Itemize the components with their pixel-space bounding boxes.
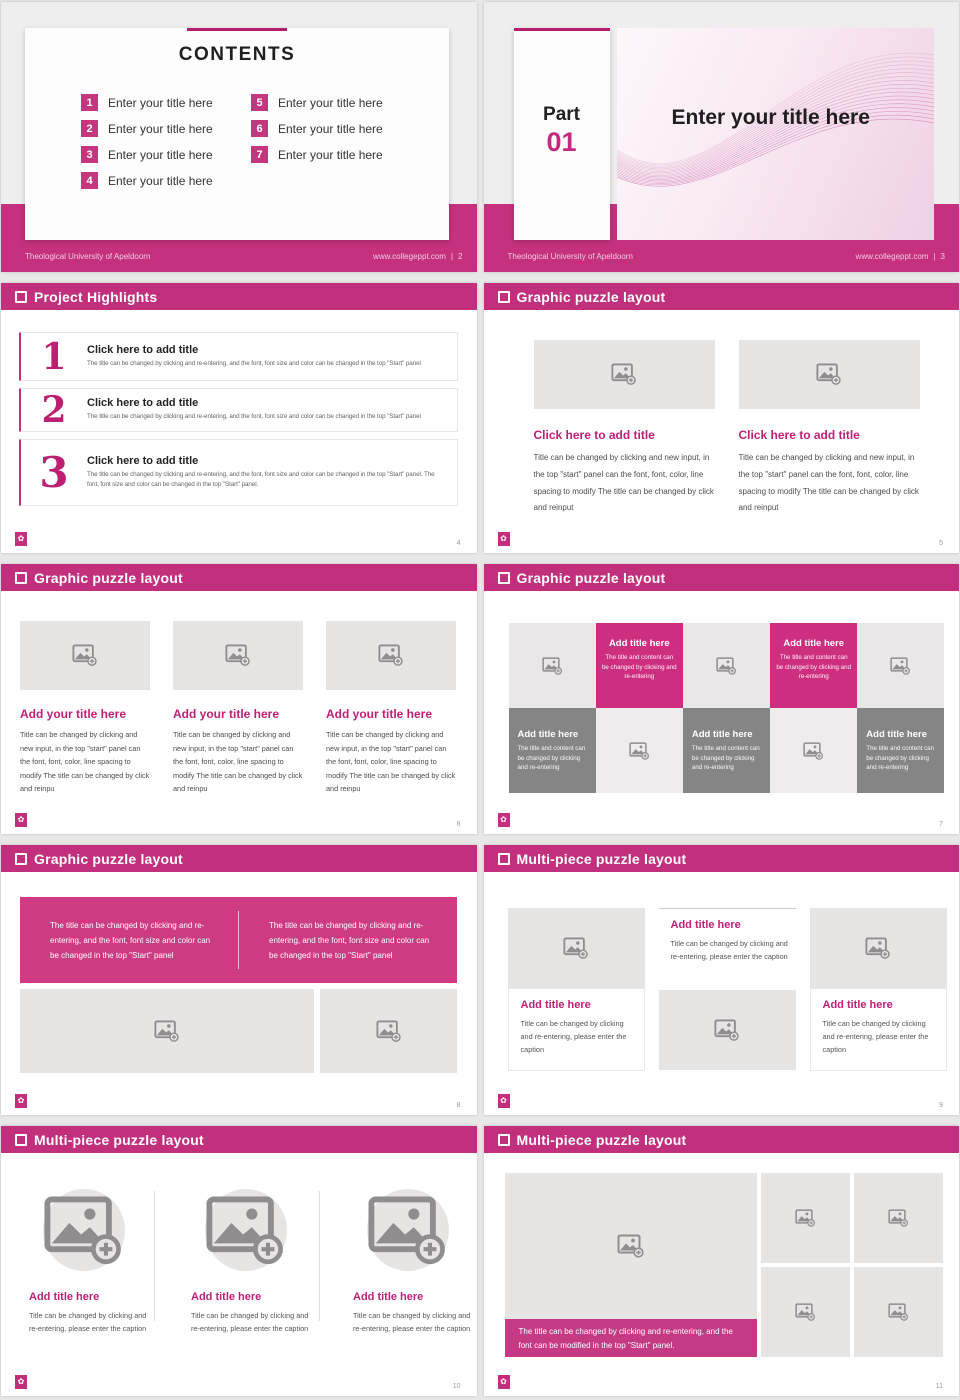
slide-header-title: Multi-piece puzzle layout: [516, 1131, 687, 1148]
footer-organization: Theological University of Apeldoorn: [507, 252, 633, 261]
collegeppt-logo: ✿: [498, 1375, 510, 1389]
column-body: Title can be changed by clicking and new input, in the top "start" panel can the font, font, color, line spacing to modify The title can be changed by click and reinpu: [173, 730, 303, 794]
accent-line: [514, 28, 610, 31]
image-grid-2x2: [761, 1173, 943, 1357]
footer-separator: |: [933, 252, 936, 261]
slide-header-bar: [484, 283, 960, 310]
toc-label: Enter your title here: [278, 121, 383, 136]
image-placeholder-icon: [683, 623, 770, 708]
page-number: 5: [939, 540, 943, 547]
piece-text-box: [508, 988, 645, 1071]
slide-multipiece-circles-thumbnail[interactable]: [1, 1126, 477, 1396]
toc-label: Enter your title here: [108, 173, 213, 188]
circle-body: Title can be changed by clicking and re-entering, please enter the caption: [29, 1311, 147, 1334]
image-placeholder-icon: [857, 623, 944, 708]
image-placeholder-icon: [770, 708, 857, 793]
piece-column: [508, 908, 645, 1071]
column-title: Add your title here: [326, 707, 433, 721]
column-divider: [319, 1191, 320, 1321]
image-placeholder-icon: [43, 1189, 125, 1271]
image-caption-bar: The title can be changed by clicking and re-entering, and the font can be modified in the top "Start" panel.: [505, 1319, 757, 1357]
collegeppt-logo: ✿: [15, 1094, 27, 1108]
highlight-title: Click here to add title: [87, 454, 199, 467]
circle-title: Add title here: [353, 1291, 424, 1303]
footer-organization: Theological University of Apeldoorn: [25, 252, 151, 261]
slide-graphic-puzzle-2col-thumbnail[interactable]: [484, 283, 960, 553]
slide-header-title: Graphic puzzle layout: [34, 850, 183, 867]
part-label: Part: [543, 104, 580, 125]
image-placeholder-icon: [367, 1189, 449, 1271]
image-placeholder-icon: [854, 1267, 943, 1357]
pink-text-cell: [770, 623, 857, 708]
collegeppt-logo: ✿: [15, 813, 27, 827]
footer-url-page: [856, 252, 945, 261]
title-panel: [617, 28, 934, 240]
circle-title: Add title here: [191, 1291, 262, 1303]
checkbox-icon: [15, 572, 27, 584]
footer-url: www.collegeppt.com: [855, 252, 929, 261]
image-placeholder-icon: [508, 908, 645, 988]
slide-header-bar: [484, 564, 960, 591]
highlight-body: The title can be changed by clicking and re-entering, and the font, font size and color can be changed in the top "Start" panel: [87, 413, 421, 421]
page-number: 9: [939, 1102, 943, 1109]
cell-body: The title and content can be changed by clicking and re-entering: [776, 654, 852, 681]
slide-header-bar: [1, 845, 477, 872]
banner-text-left: The title can be changed by clicking and re-entering, and the font, font size and color can be changed in the top "Start" panel: [50, 921, 211, 961]
piece-column: [659, 908, 796, 1070]
puzzle-column: [534, 340, 715, 525]
slide-contents-thumbnail[interactable]: [1, 2, 477, 272]
toc-number-badge: 6: [251, 120, 268, 137]
piece-column: [810, 908, 947, 1071]
page-number: 7: [939, 821, 943, 828]
toc-item: [251, 120, 383, 137]
footer-url: www.collegeppt.com: [373, 252, 446, 261]
checkbox-icon: [15, 853, 27, 865]
image-placeholder-icon: [173, 621, 303, 690]
toc-label: Enter your title here: [108, 121, 213, 136]
highlight-body: The title can be changed by clicking and re-entering, and the font, font size and color can be changed in the top "Start" panel. The font, font size and color can be changed in the top "Start" panel.: [87, 470, 435, 488]
column-body: Title can be changed by clicking and new input, in the top "start" panel can the font, font, color, line spacing to modify The title can be changed by click and reinpu: [326, 730, 456, 794]
checkbox-icon: [498, 291, 510, 303]
image-placeholder-icon: [659, 990, 796, 1070]
highlight-number: 3: [39, 447, 69, 497]
toc-label: Enter your title here: [278, 95, 383, 110]
slide-multipiece-bigimage-thumbnail[interactable]: [484, 1126, 960, 1396]
puzzle-grid: [509, 623, 945, 793]
slide-header-bar: [484, 1126, 960, 1153]
piece-title: Add title here: [520, 999, 591, 1011]
column-body: Title can be changed by clicking and new input, in the top "start" panel can the font, font, color, line spacing to modify The title can be changed by click and reinpu: [20, 730, 150, 794]
slide-header-title: Graphic puzzle layout: [516, 288, 666, 305]
accent-line: [187, 28, 287, 31]
circle-column: [21, 1189, 147, 1335]
column-title: Add your title here: [173, 707, 280, 721]
puzzle-column: [173, 621, 303, 803]
toc-number-badge: 4: [81, 172, 98, 189]
image-placeholder-icon: [205, 1189, 287, 1271]
collegeppt-logo: ✿: [498, 1094, 510, 1108]
puzzle-column: [20, 621, 150, 803]
image-placeholder-icon: [810, 908, 947, 988]
piece-text-box: [659, 908, 796, 990]
slide-part01-thumbnail[interactable]: [484, 2, 960, 272]
column-body: Title can be changed by clicking and new input, in the top "start" panel can the font, font, color, line spacing to modify The title can be changed by click and reinput: [533, 453, 714, 513]
cell-title: Add title here: [517, 729, 579, 740]
page-number: 10: [452, 1383, 461, 1390]
contents-column-1: [81, 94, 213, 198]
image-placeholder-icon: [761, 1173, 850, 1263]
part-number: 01: [546, 127, 577, 157]
collegeppt-logo: ✿: [15, 532, 27, 546]
puzzle-column: [326, 621, 456, 803]
highlight-title: Click here to add title: [87, 397, 199, 410]
toc-number-badge: 2: [81, 120, 98, 137]
slide-header-title: Multi-piece puzzle layout: [516, 850, 687, 867]
page-number: 6: [456, 821, 461, 828]
slide-multipiece-cards-thumbnail[interactable]: [484, 845, 960, 1115]
slide-project-highlights-thumbnail[interactable]: [1, 283, 477, 553]
image-placeholder-icon: [761, 1267, 850, 1357]
checkbox-icon: [498, 1134, 510, 1146]
highlight-number: 2: [41, 389, 67, 431]
highlight-title: Click here to add title: [87, 343, 199, 356]
wave-decoration: [617, 28, 934, 240]
image-placeholder-icon: [20, 989, 314, 1073]
piece-text-box: [810, 988, 947, 1071]
slide-header-bar: [484, 845, 960, 872]
toc-number-badge: 3: [81, 146, 98, 163]
page-number: 11: [935, 1383, 943, 1390]
highlight-text: [87, 455, 457, 490]
cell-body: The title and content can be changed by clicking and re-entering: [517, 745, 586, 772]
toc-item: [81, 120, 213, 137]
slide-header-title: Graphic puzzle layout: [516, 569, 666, 586]
column-title: Click here to add title: [533, 428, 655, 442]
toc-number-badge: 1: [81, 94, 98, 111]
footer-page-number: 2: [458, 252, 463, 261]
highlight-row: [19, 439, 458, 506]
cell-body: The title and content can be changed by clicking and re-entering: [601, 654, 677, 681]
column-title: Click here to add title: [738, 428, 860, 442]
toc-label: Enter your title here: [278, 147, 383, 162]
column-body: Title can be changed by clicking and new input, in the top "start" panel can the font, font, color, line spacing to modify The title can be changed by click and reinput: [738, 453, 919, 513]
piece-body: Title can be changed by clicking and re-entering, please enter the caption: [822, 1019, 929, 1055]
section-title: Enter your title here: [671, 106, 870, 129]
image-placeholder-icon: [320, 989, 457, 1073]
circle-column: [345, 1189, 471, 1335]
toc-label: Enter your title here: [108, 95, 213, 110]
puzzle-column: [739, 340, 920, 525]
toc-item: [251, 94, 383, 111]
footer-separator: |: [450, 252, 454, 261]
collegeppt-logo: ✿: [498, 532, 510, 546]
piece-title: Add title here: [822, 999, 893, 1011]
gray-text-cell: [683, 708, 770, 793]
contents-card: [25, 28, 449, 240]
toc-item: [81, 94, 213, 111]
footer-url-page: [373, 252, 462, 261]
banner-text-right: The title can be changed by clicking and re-entering, and the font, font size and color can be changed in the top "Start" panel: [269, 921, 430, 961]
toc-item: [81, 146, 213, 163]
gray-text-cell: [509, 708, 596, 793]
circle-body: Title can be changed by clicking and re-entering, please enter the caption: [191, 1311, 309, 1334]
slide-header-title: Multi-piece puzzle layout: [34, 1131, 204, 1148]
footer-page-number: 3: [940, 252, 945, 261]
highlight-row: [19, 388, 458, 432]
piece-title: Add title here: [670, 919, 741, 931]
toc-number-badge: 7: [251, 146, 268, 163]
toc-label: Enter your title here: [108, 147, 213, 162]
slide-header-title: Graphic puzzle layout: [34, 569, 183, 586]
circle-title: Add title here: [29, 1291, 100, 1303]
slide-header-bar: [1, 283, 477, 310]
image-placeholder-icon: [596, 708, 683, 793]
piece-body: Title can be changed by clicking and re-entering, please enter the caption: [520, 1019, 627, 1055]
collegeppt-logo: ✿: [15, 1375, 27, 1389]
page-number: 4: [456, 540, 461, 547]
cell-body: The title and content can be changed by clicking and re-entering: [866, 745, 935, 772]
circle-column: [183, 1189, 309, 1335]
cell-body: The title and content can be changed by clicking and re-entering: [691, 745, 760, 772]
toc-item: [81, 172, 213, 189]
checkbox-icon: [498, 572, 510, 584]
image-placeholder-icon: [534, 340, 715, 409]
image-placeholder-icon: [326, 621, 456, 690]
cell-title: Add title here: [691, 729, 753, 740]
image-placeholder-icon: [854, 1173, 943, 1263]
slide-graphic-puzzle-banner-thumbnail[interactable]: [1, 845, 477, 1115]
circle-body: Title can be changed by clicking and re-entering, please enter the caption: [353, 1311, 471, 1334]
gray-text-cell: [857, 708, 944, 793]
highlight-row: [19, 332, 458, 381]
checkbox-icon: [15, 291, 27, 303]
highlight-number: 1: [41, 335, 67, 378]
contents-title: CONTENTS: [178, 44, 296, 65]
checkbox-icon: [498, 853, 510, 865]
piece-body: Title can be changed by clicking and re-entering, please enter the caption: [670, 939, 788, 962]
checkbox-icon: [15, 1134, 27, 1146]
slide-graphic-puzzle-grid-thumbnail[interactable]: [484, 564, 960, 834]
image-placeholder-icon: [509, 623, 596, 708]
slide-header-bar: [1, 564, 477, 591]
contents-column-2: [251, 94, 383, 172]
slide-header-bar: [1, 1126, 477, 1153]
toc-item: [251, 146, 383, 163]
column-divider: [154, 1191, 155, 1321]
cell-title: Add title here: [866, 729, 927, 740]
slide-header-title: Project Highlights: [34, 288, 158, 305]
pink-text-cell: [596, 623, 683, 708]
image-placeholder-icon: [20, 621, 150, 690]
pink-banner: [20, 897, 457, 983]
cell-title: Add title here: [608, 638, 670, 649]
column-title: Add your title here: [20, 707, 127, 721]
image-placeholder-icon: [739, 340, 920, 409]
part-card: [514, 28, 610, 240]
slide-graphic-puzzle-3col-thumbnail[interactable]: [1, 564, 477, 834]
collegeppt-logo: ✿: [498, 813, 510, 827]
page-number: 8: [456, 1102, 461, 1109]
highlight-rows: [19, 332, 458, 513]
highlight-body: The title can be changed by clicking and re-entering, and the font, font size and color can be changed in the top "Start" panel: [87, 359, 421, 367]
toc-number-badge: 5: [251, 94, 268, 111]
cell-title: Add title here: [783, 638, 845, 649]
highlight-text: [87, 344, 431, 369]
highlight-text: [87, 397, 431, 422]
image-placeholder-icon: [505, 1173, 757, 1319]
